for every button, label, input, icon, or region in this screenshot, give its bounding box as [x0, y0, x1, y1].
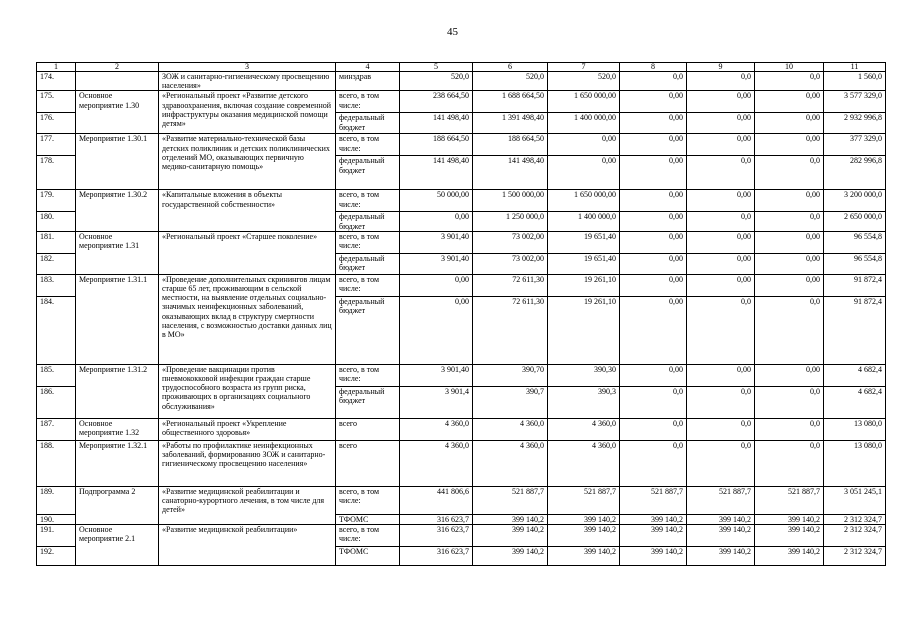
value-cell-10: 399 140,2: [755, 525, 824, 547]
value-cell-10: 0,0: [755, 212, 824, 231]
value-cell-9: 399 140,2: [687, 525, 755, 547]
page-number: 45: [447, 26, 458, 38]
value-cell-5: 4 360,0: [400, 440, 473, 486]
value-cell-5: 441 806,6: [400, 486, 473, 514]
value-cell-5: 141 498,40: [400, 113, 473, 134]
value-cell-11: 377 329,0: [824, 134, 886, 156]
value-cell-5: 0,00: [400, 274, 473, 296]
value-cell-8: 399 140,2: [620, 525, 687, 547]
funding-source-cell: ТФОМС: [336, 547, 400, 566]
row-number: 189.: [37, 486, 76, 514]
value-cell-5: 4 360,0: [400, 418, 473, 440]
value-cell-6: 521 887,7: [473, 486, 548, 514]
value-cell-11: 4 682,4: [824, 386, 886, 418]
column-header-7: 7: [548, 63, 620, 72]
column-header-6: 6: [473, 63, 548, 72]
value-cell-9: 0,00: [687, 253, 755, 274]
funding-source-cell: федеральный бюджет: [336, 386, 400, 418]
column-header-9: 9: [687, 63, 755, 72]
value-cell-11: 282 996,8: [824, 156, 886, 190]
value-cell-11: 2 650 000,0: [824, 212, 886, 231]
value-cell-7: 4 360,0: [548, 418, 620, 440]
table-row: [37, 418, 886, 440]
value-cell-10: 0,0: [755, 72, 824, 91]
value-cell-10: 0,00: [755, 231, 824, 253]
value-cell-9: 0,0: [687, 296, 755, 364]
value-cell-7: 399 140,2: [548, 514, 620, 524]
value-cell-8: 0,00: [620, 113, 687, 134]
column-header-1: 1: [37, 63, 76, 72]
funding-source-cell: всего, в том числе:: [336, 364, 400, 386]
funding-source-cell: всего, в том числе:: [336, 91, 400, 113]
value-cell-5: 50 000,00: [400, 190, 473, 212]
table-row: [37, 440, 886, 486]
budget-table: [36, 62, 886, 566]
value-cell-6: 399 140,2: [473, 514, 548, 524]
value-cell-9: 0,0: [687, 418, 755, 440]
value-cell-11: 2 312 324,7: [824, 547, 886, 566]
value-cell-11: 2 312 324,7: [824, 525, 886, 547]
table-row: [37, 364, 886, 386]
value-cell-8: 521 887,7: [620, 486, 687, 514]
value-cell-9: 399 140,2: [687, 547, 755, 566]
value-cell-7: 1 650 000,00: [548, 91, 620, 113]
value-cell-8: 399 140,2: [620, 514, 687, 524]
value-cell-11: 2 932 996,8: [824, 113, 886, 134]
value-cell-6: 73 002,00: [473, 253, 548, 274]
program-name-cell: Основное мероприятие 1.30: [76, 91, 159, 134]
program-name-cell: Мероприятие 1.30.1: [76, 134, 159, 190]
funding-source-cell: всего, в том числе:: [336, 231, 400, 253]
value-cell-8: 0,00: [620, 91, 687, 113]
value-cell-8: 0,00: [620, 212, 687, 231]
funding-source-cell: федеральный бюджет: [336, 296, 400, 364]
value-cell-11: 91 872,4: [824, 296, 886, 364]
program-name-cell: [76, 72, 159, 91]
table-row: [37, 190, 886, 212]
value-cell-10: 0,0: [755, 440, 824, 486]
value-cell-10: 0,00: [755, 364, 824, 386]
value-cell-6: 72 611,30: [473, 296, 548, 364]
value-cell-10: 0,00: [755, 253, 824, 274]
value-cell-8: 0,0: [620, 386, 687, 418]
value-cell-5: 3 901,40: [400, 231, 473, 253]
value-cell-9: 0,0: [687, 72, 755, 91]
funding-source-cell: федеральный бюджет: [336, 212, 400, 231]
table-body: [37, 72, 886, 566]
table-row: [37, 274, 886, 296]
row-number: 192.: [37, 547, 76, 566]
row-number: 184.: [37, 296, 76, 364]
value-cell-9: 0,00: [687, 190, 755, 212]
value-cell-7: 4 360,0: [548, 440, 620, 486]
row-number: 177.: [37, 134, 76, 156]
value-cell-6: 72 611,30: [473, 274, 548, 296]
value-cell-8: 399 140,2: [620, 547, 687, 566]
value-cell-9: 0,0: [687, 156, 755, 190]
table-row: [37, 72, 886, 91]
description-cell: «Региональный проект «Укрепление общественного здоровья»: [159, 418, 336, 440]
description-cell: «Развитие медицинской реабилитации и санаторно-курортного лечения, в том числе для детей»: [159, 486, 336, 524]
row-number: 191.: [37, 525, 76, 547]
value-cell-5: 3 901,40: [400, 364, 473, 386]
funding-source-cell: федеральный бюджет: [336, 156, 400, 190]
value-cell-6: 4 360,0: [473, 440, 548, 486]
value-cell-5: 3 901,4: [400, 386, 473, 418]
row-number: 175.: [37, 91, 76, 113]
program-name-cell: Основное мероприятие 2.1: [76, 525, 159, 566]
row-number: 178.: [37, 156, 76, 190]
value-cell-9: 0,0: [687, 386, 755, 418]
value-cell-6: 73 002,00: [473, 231, 548, 253]
value-cell-10: 0,0: [755, 418, 824, 440]
program-name-cell: Мероприятие 1.30.2: [76, 190, 159, 231]
value-cell-9: 0,0: [687, 440, 755, 486]
value-cell-10: 0,0: [755, 156, 824, 190]
value-cell-5: 0,00: [400, 212, 473, 231]
description-cell: «Развитие медицинской реабилитации»: [159, 525, 336, 566]
column-header-11: 11: [824, 63, 886, 72]
funding-source-cell: ТФОМС: [336, 514, 400, 524]
value-cell-6: 520,0: [473, 72, 548, 91]
value-cell-6: 1 250 000,0: [473, 212, 548, 231]
value-cell-6: 1 688 664,50: [473, 91, 548, 113]
program-name-cell: Мероприятие 1.32.1: [76, 440, 159, 486]
value-cell-10: 0,0: [755, 386, 824, 418]
value-cell-6: 390,7: [473, 386, 548, 418]
row-number: 187.: [37, 418, 76, 440]
value-cell-8: 0,00: [620, 231, 687, 253]
program-name-cell: Мероприятие 1.31.1: [76, 274, 159, 364]
row-number: 183.: [37, 274, 76, 296]
description-cell: «Развитие материально-технической базы детских поликлиник и детских поликлинических отделений МО, оказывающих первичную медико-санитарную помощь»: [159, 134, 336, 190]
description-cell: ЗОЖ и санитарно-гигиеническому просвещению населения»: [159, 72, 336, 91]
value-cell-5: 188 664,50: [400, 134, 473, 156]
value-cell-9: 0,00: [687, 134, 755, 156]
value-cell-7: 1 400 000,00: [548, 113, 620, 134]
value-cell-7: 390,30: [548, 364, 620, 386]
value-cell-11: 4 682,4: [824, 364, 886, 386]
program-name-cell: Основное мероприятие 1.32: [76, 418, 159, 440]
value-cell-8: 0,00: [620, 190, 687, 212]
value-cell-10: 0,00: [755, 190, 824, 212]
value-cell-7: 399 140,2: [548, 547, 620, 566]
table-row: [37, 231, 886, 253]
value-cell-7: 390,3: [548, 386, 620, 418]
value-cell-10: 0,00: [755, 274, 824, 296]
value-cell-7: 0,00: [548, 156, 620, 190]
value-cell-11: 3 200 000,0: [824, 190, 886, 212]
value-cell-11: 3 577 329,0: [824, 91, 886, 113]
funding-source-cell: всего, в том числе:: [336, 525, 400, 547]
value-cell-7: 399 140,2: [548, 525, 620, 547]
row-number: 186.: [37, 386, 76, 418]
value-cell-6: 4 360,0: [473, 418, 548, 440]
value-cell-5: 0,00: [400, 296, 473, 364]
column-header-3: 3: [159, 63, 336, 72]
header-row: [37, 63, 886, 72]
description-cell: «Региональный проект «Старшее поколение»: [159, 231, 336, 274]
program-name-cell: Основное мероприятие 1.31: [76, 231, 159, 274]
value-cell-11: 1 560,0: [824, 72, 886, 91]
funding-source-cell: всего: [336, 440, 400, 486]
description-cell: «Капитальные вложения в объекты государственной собственности»: [159, 190, 336, 231]
value-cell-8: 0,00: [620, 134, 687, 156]
funding-source-cell: всего, в том числе:: [336, 486, 400, 514]
value-cell-11: 96 554,8: [824, 231, 886, 253]
value-cell-10: 0,00: [755, 113, 824, 134]
value-cell-7: 19 651,40: [548, 231, 620, 253]
value-cell-8: 0,0: [620, 72, 687, 91]
value-cell-11: 13 080,0: [824, 440, 886, 486]
column-header-8: 8: [620, 63, 687, 72]
value-cell-10: 399 140,2: [755, 514, 824, 524]
row-number: 180.: [37, 212, 76, 231]
value-cell-8: 0,0: [620, 440, 687, 486]
description-cell: «Проведение вакцинации против пневмококковой инфекции граждан старше трудоспособного возраста из групп риска, проживающих в организациях социального обслуживания»: [159, 364, 336, 418]
value-cell-8: 0,0: [620, 418, 687, 440]
table-row: [37, 91, 886, 113]
row-number: 179.: [37, 190, 76, 212]
value-cell-11: 91 872,4: [824, 274, 886, 296]
value-cell-11: 3 051 245,1: [824, 486, 886, 514]
value-cell-5: 520,0: [400, 72, 473, 91]
value-cell-7: 19 261,10: [548, 274, 620, 296]
value-cell-10: 399 140,2: [755, 547, 824, 566]
funding-source-cell: федеральный бюджет: [336, 113, 400, 134]
description-cell: «Работы по профилактике неинфекционных заболеваний, формированию ЗОЖ и санитарно-гигиеническому просвещению населения»: [159, 440, 336, 486]
value-cell-9: 0,00: [687, 274, 755, 296]
value-cell-10: 521 887,7: [755, 486, 824, 514]
value-cell-10: 0,00: [755, 134, 824, 156]
table-row: [37, 525, 886, 547]
value-cell-6: 141 498,40: [473, 156, 548, 190]
column-header-10: 10: [755, 63, 824, 72]
value-cell-7: 19 651,40: [548, 253, 620, 274]
value-cell-5: 3 901,40: [400, 253, 473, 274]
description-cell: «Региональный проект «Развитие детского здравоохранения, включая создание современной инфраструктуры оказания медицинской помощи детям»: [159, 91, 336, 134]
row-number: 188.: [37, 440, 76, 486]
value-cell-8: 0,00: [620, 253, 687, 274]
value-cell-9: 0,00: [687, 364, 755, 386]
funding-source-cell: всего: [336, 418, 400, 440]
value-cell-6: 399 140,2: [473, 525, 548, 547]
value-cell-6: 390,70: [473, 364, 548, 386]
value-cell-7: 0,00: [548, 134, 620, 156]
value-cell-9: 0,00: [687, 91, 755, 113]
value-cell-9: 0,0: [687, 212, 755, 231]
program-name-cell: Подпрограмма 2: [76, 486, 159, 524]
funding-source-cell: всего, в том числе:: [336, 190, 400, 212]
description-cell: «Проведение дополнительных скринингов лицам старше 65 лет, проживающим в сельской местности, на выявление отдельных социально-значимых неинфекционных заболеваний, оказывающих вклад в структуру смертности населения, с возможностью доставки данных лиц в МО»: [159, 274, 336, 364]
row-number: 176.: [37, 113, 76, 134]
value-cell-7: 520,0: [548, 72, 620, 91]
value-cell-9: 0,00: [687, 113, 755, 134]
value-cell-11: 2 312 324,7: [824, 514, 886, 524]
column-header-5: 5: [400, 63, 473, 72]
row-number: 182.: [37, 253, 76, 274]
value-cell-11: 96 554,8: [824, 253, 886, 274]
funding-source-cell: всего, в том числе:: [336, 274, 400, 296]
column-header-2: 2: [76, 63, 159, 72]
value-cell-5: 316 623,7: [400, 525, 473, 547]
program-name-cell: Мероприятие 1.31.2: [76, 364, 159, 418]
value-cell-9: 521 887,7: [687, 486, 755, 514]
value-cell-7: 19 261,10: [548, 296, 620, 364]
value-cell-8: 0,00: [620, 364, 687, 386]
value-cell-8: 0,00: [620, 156, 687, 190]
funding-source-cell: всего, в том числе:: [336, 134, 400, 156]
row-number: 174.: [37, 72, 76, 91]
funding-source-cell: минздрав: [336, 72, 400, 91]
row-number: 181.: [37, 231, 76, 253]
value-cell-9: 399 140,2: [687, 514, 755, 524]
table-row: [37, 134, 886, 156]
value-cell-5: 316 623,7: [400, 547, 473, 566]
value-cell-10: 0,00: [755, 91, 824, 113]
value-cell-7: 1 400 000,0: [548, 212, 620, 231]
value-cell-5: 141 498,40: [400, 156, 473, 190]
value-cell-5: 238 664,50: [400, 91, 473, 113]
table-row: [37, 486, 886, 514]
value-cell-9: 0,00: [687, 231, 755, 253]
value-cell-6: 1 500 000,00: [473, 190, 548, 212]
column-header-4: 4: [336, 63, 400, 72]
value-cell-6: 188 664,50: [473, 134, 548, 156]
value-cell-11: 13 080,0: [824, 418, 886, 440]
value-cell-8: 0,00: [620, 296, 687, 364]
value-cell-7: 521 887,7: [548, 486, 620, 514]
value-cell-5: 316 623,7: [400, 514, 473, 524]
value-cell-8: 0,00: [620, 274, 687, 296]
row-number: 185.: [37, 364, 76, 386]
value-cell-6: 399 140,2: [473, 547, 548, 566]
value-cell-7: 1 650 000,00: [548, 190, 620, 212]
value-cell-6: 1 391 498,40: [473, 113, 548, 134]
funding-source-cell: федеральный бюджет: [336, 253, 400, 274]
row-number: 190.: [37, 514, 76, 524]
value-cell-10: 0,0: [755, 296, 824, 364]
